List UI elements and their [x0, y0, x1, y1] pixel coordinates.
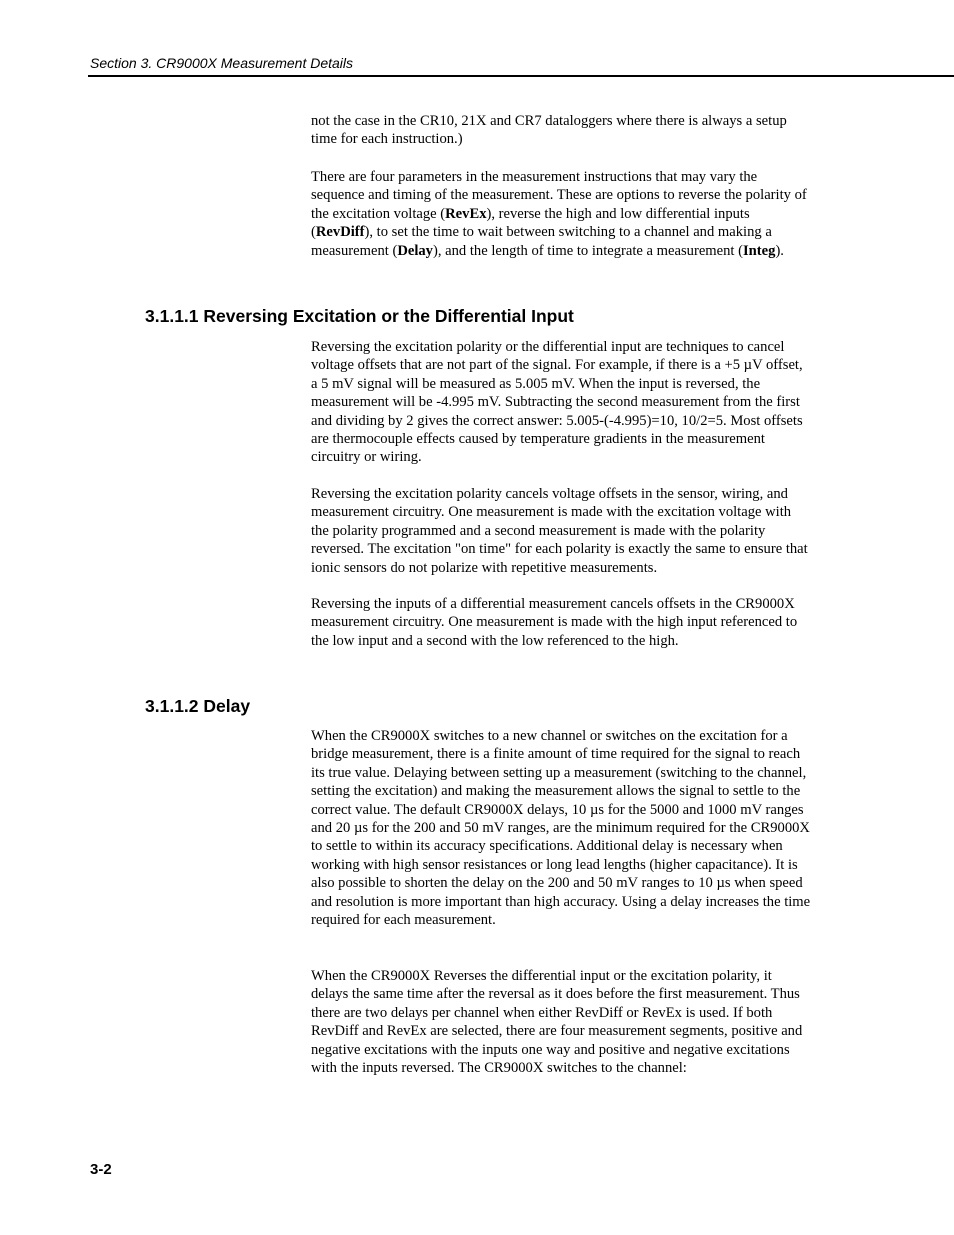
- text-run: ), reverse the high and low differential inputs (: [311, 205, 750, 241]
- paragraph-reversing-inputs: Reversing the inputs of a differential measurement cancels offsets in the CR9000X measurement circuitry. One measurement is made with the high input referenced to the low input and a second with the low referenced to the high.: [311, 596, 798, 649]
- paragraph-continuation: not the case in the CR10, 21X and CR7 dataloggers where there is always a setup time for each instruction.): [311, 113, 787, 148]
- section-heading-delay: 3.1.1.2 Delay: [145, 696, 251, 716]
- running-header: Section 3. CR9000X Measurement Details: [90, 55, 354, 71]
- header-rule: [88, 75, 954, 77]
- section-heading-reversing: 3.1.1.1 Reversing Excitation or the Differential Input: [145, 306, 574, 326]
- text-run: ), and the length of time to integrate a measurement (: [432, 242, 743, 259]
- text-run: ).: [775, 242, 784, 259]
- paragraph-delay-settling: When the CR9000X switches to a new channel or switches on the excitation for a bridge measurement, there is a finite amount of time required for the signal to reach its true value. Delaying between setting up a measurement (switching to the channel, setting the excitation) and making the measurement allows the signal to settle to the correct value. The default CR9000X delays, 10 µs for the 5000 and 1000 mV ranges and 20 µs for the 200 and 50 mV ranges, are the minimum required for the CR9000X to settle to within its accuracy specifications. Additional delay is necessary when working with high sensor resistances or long lead lengths (higher capacitance). It is also possible to shorten the delay on the 200 and 50 mV ranges to 10 µs when speed and resolution is more important than high accuracy. Using a delay increases the time required for each measurement.: [311, 728, 811, 929]
- page-number: 3-2: [90, 1161, 112, 1178]
- text-run: There are four parameters in the measurement instructions that may vary the sequence and timing of the measurement. These are options to reverse the polarity of the excitation voltage (: [311, 169, 807, 222]
- term-integ: Integ: [743, 242, 776, 259]
- term-revdiff: RevDiff: [315, 224, 365, 241]
- paragraph-delay-reversal: When the CR9000X Reverses the differential input or the excitation polarity, it delays the same time after the reversal as it does before the first measurement. Thus there are two delays per channel when either RevDiff or RevEx is used. If both RevDiff and RevEx are selected, there are four measurement segments, positive and negative excitations with the inputs one way and positive and negative excitations with the inputs reversed. The CR9000X switches to the channel:: [311, 968, 803, 1077]
- text-run: ), to set the time to wait between switching to a channel and making a measurement (: [311, 224, 772, 259]
- paragraph-reversing-intro: Reversing the excitation polarity or the differential input are techniques to cancel voltage offsets that are not part of the signal. For example, if there is a +5 µV offset, a 5 mV signal will be measured as 5.005 mV. When the input is reversed, the measurement will be -4.995 mV. Subtracting the second measurement from the first and dividing by 2 gives the correct answer: 5.005-(-4.995)=10, 10/2=5. Most offsets are thermocouple effects caused by temperature gradients in the measurement circuitry or wiring.: [311, 339, 803, 466]
- term-delay: Delay: [397, 242, 433, 259]
- term-revex: RevEx: [445, 205, 487, 222]
- paragraph-reversing-excitation: Reversing the excitation polarity cancels voltage offsets in the sensor, wiring, and measurement circuitry. One measurement is made with the excitation voltage with the polarity programmed and a second measurement is made with the polarity reversed. The excitation "on time" for each polarity is exactly the same to ensure that ionic sensors do not polarize with repetitive measurements.: [311, 486, 808, 576]
- paragraph-parameters: [311, 168, 811, 260]
